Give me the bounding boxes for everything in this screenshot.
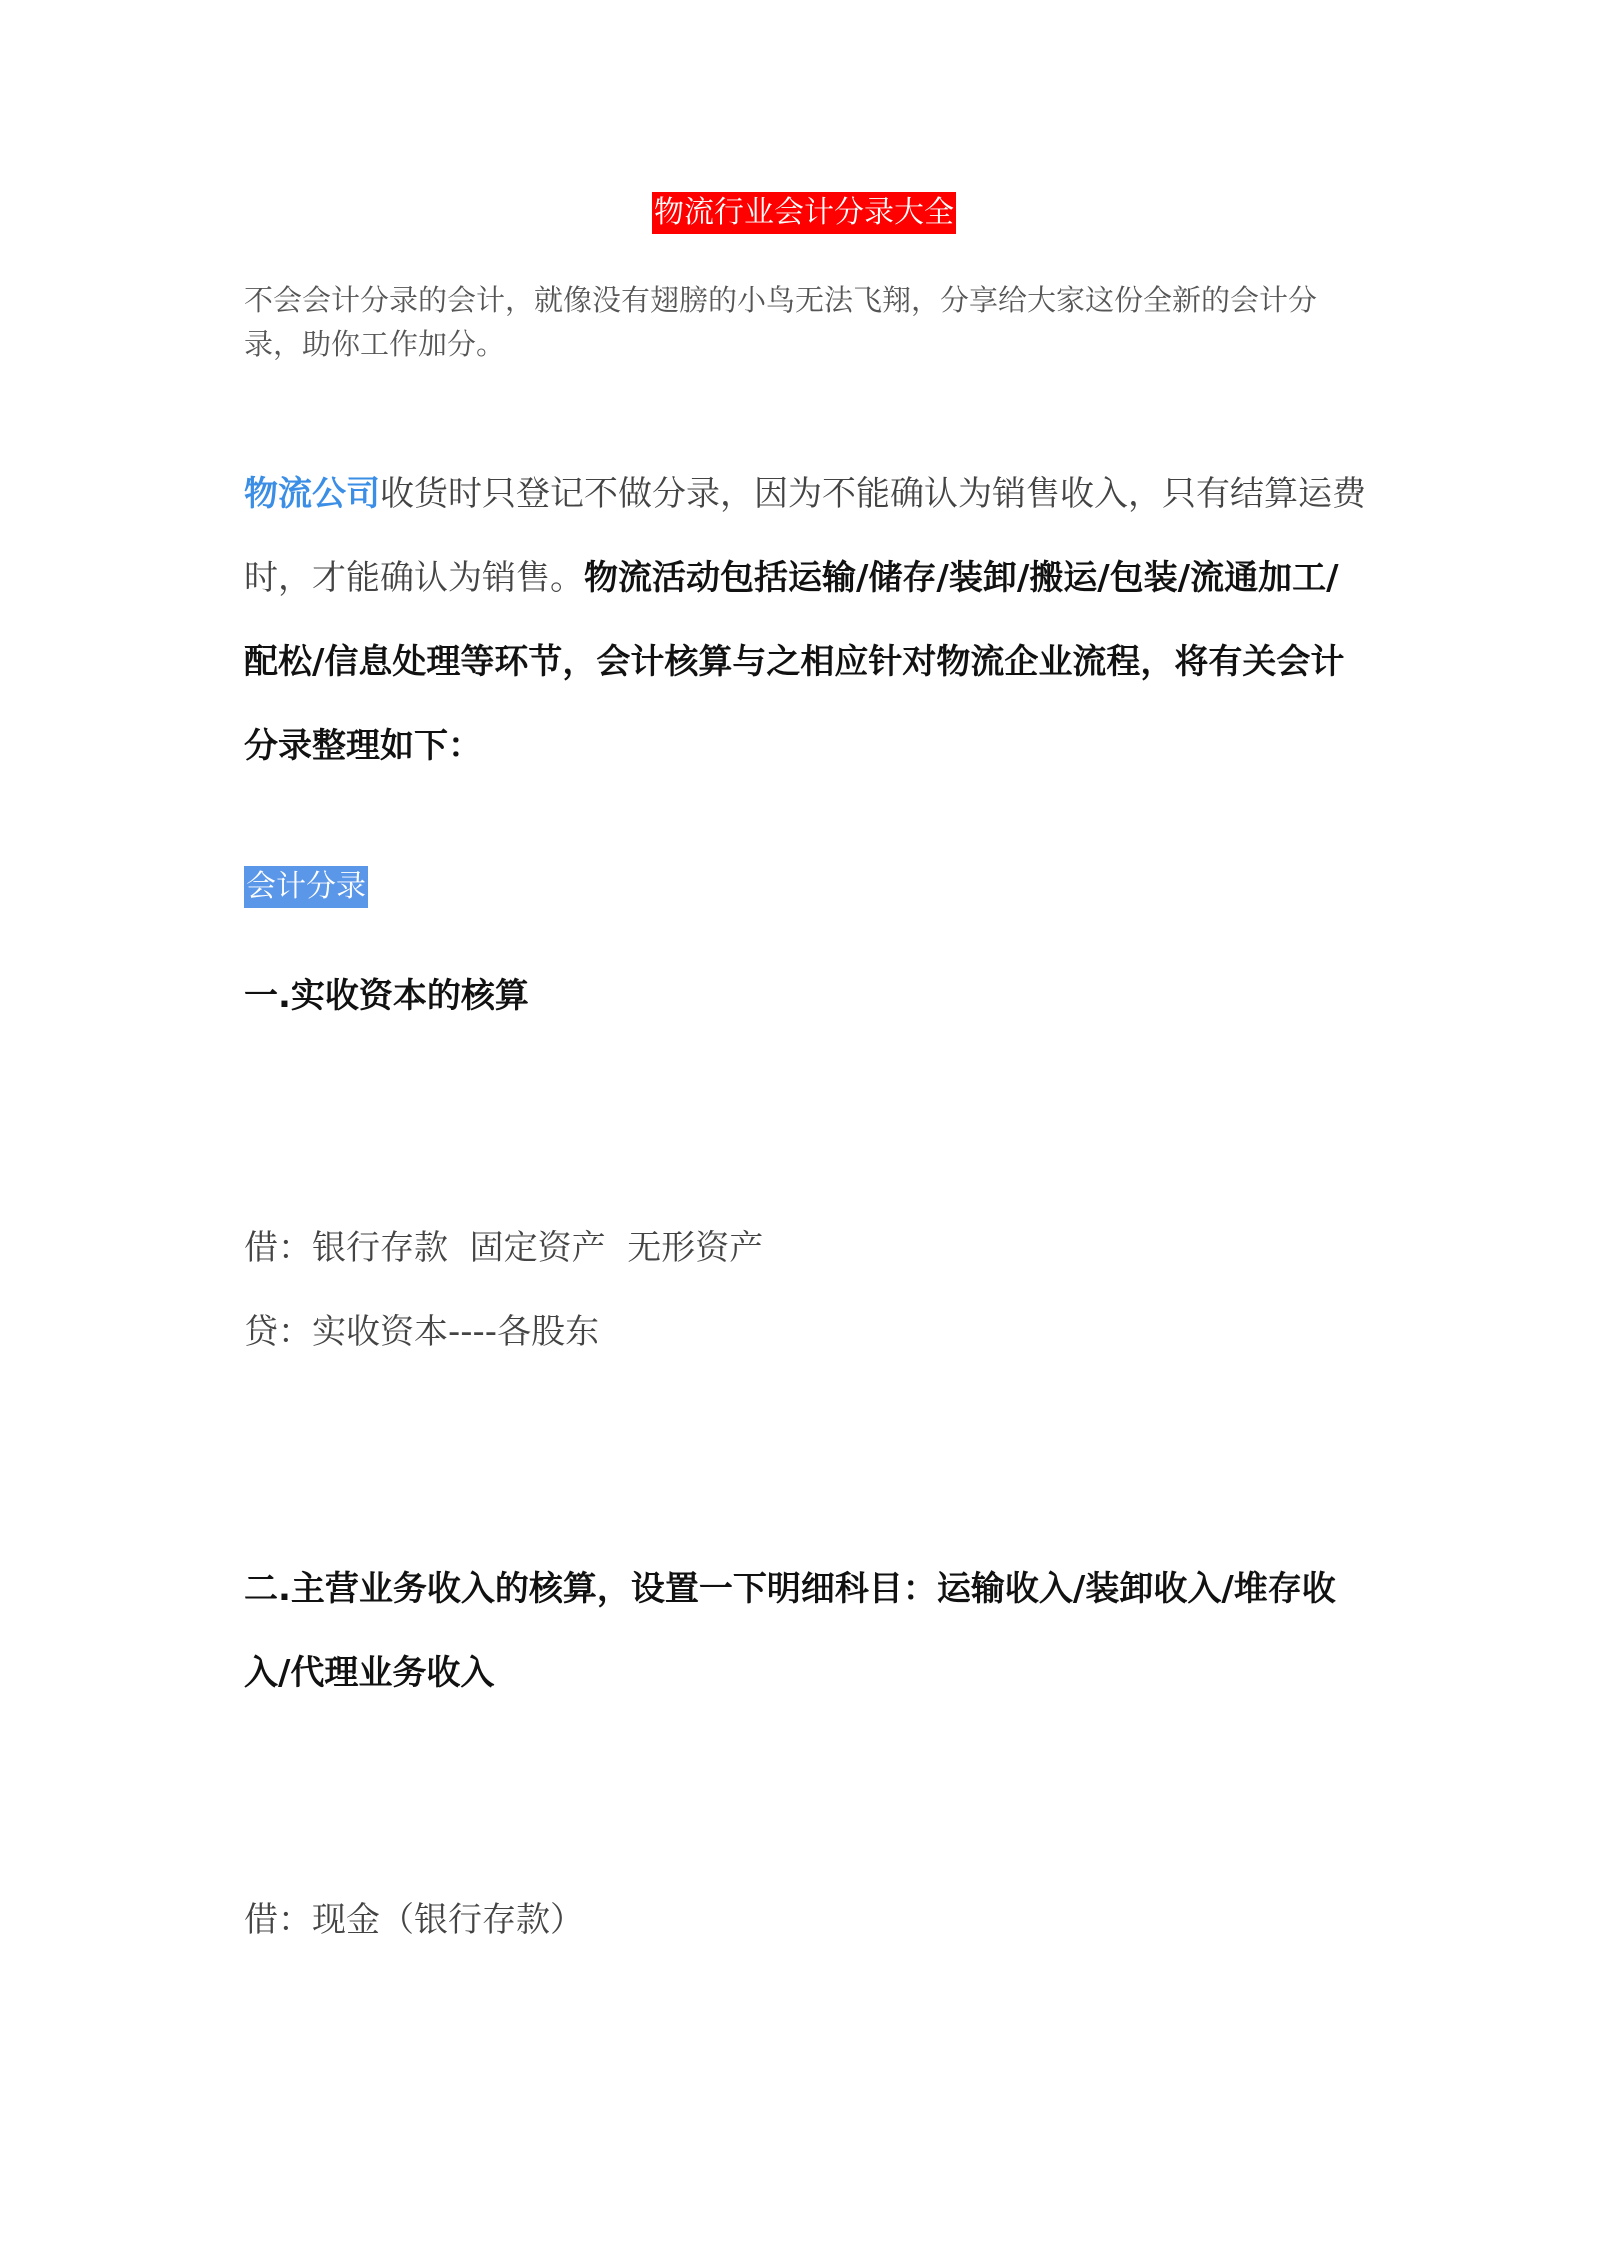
entry-line-credit-1: 贷：实收资本----各股东 [244, 1312, 600, 1352]
section-label: 会计分录 [244, 866, 368, 908]
document-title: 物流行业会计分录大全 [652, 192, 956, 234]
paragraph-bold-text: 物流活动包括运输/储存/装卸/搬运/包装/流通加工/配松/信息处理等环节，会计核算与之相应针对物流企业流程，将有关会计分录整理如下： [244, 558, 1345, 766]
section-heading-1: 一.实收资本的核算 [244, 976, 529, 1016]
paragraph-normal-text: 收货时只登记不做分录，因为不能确认为销售收入，只有结算运费时，才能确认为销售。 [244, 474, 1366, 598]
entry-line-debit-1: 借：银行存款 固定资产 无形资产 [244, 1228, 764, 1268]
brand-text: 物流公司 [244, 474, 380, 514]
intro-text: 不会会计分录的会计，就像没有翅膀的小鸟无法飞翔，分享给大家这份全新的会计分录，助你工作加分。 [244, 283, 1318, 361]
entry-line-debit-2: 借：现金（银行存款） [244, 1900, 584, 1940]
section-label-container [244, 866, 368, 908]
section-heading-2: 二.主营业务收入的核算，设置一下明细科目：运输收入/装卸收入/堆存收入/代理业务收入 [244, 1569, 1336, 1693]
title-container [244, 192, 1364, 234]
intro-paragraph [244, 452, 1369, 788]
